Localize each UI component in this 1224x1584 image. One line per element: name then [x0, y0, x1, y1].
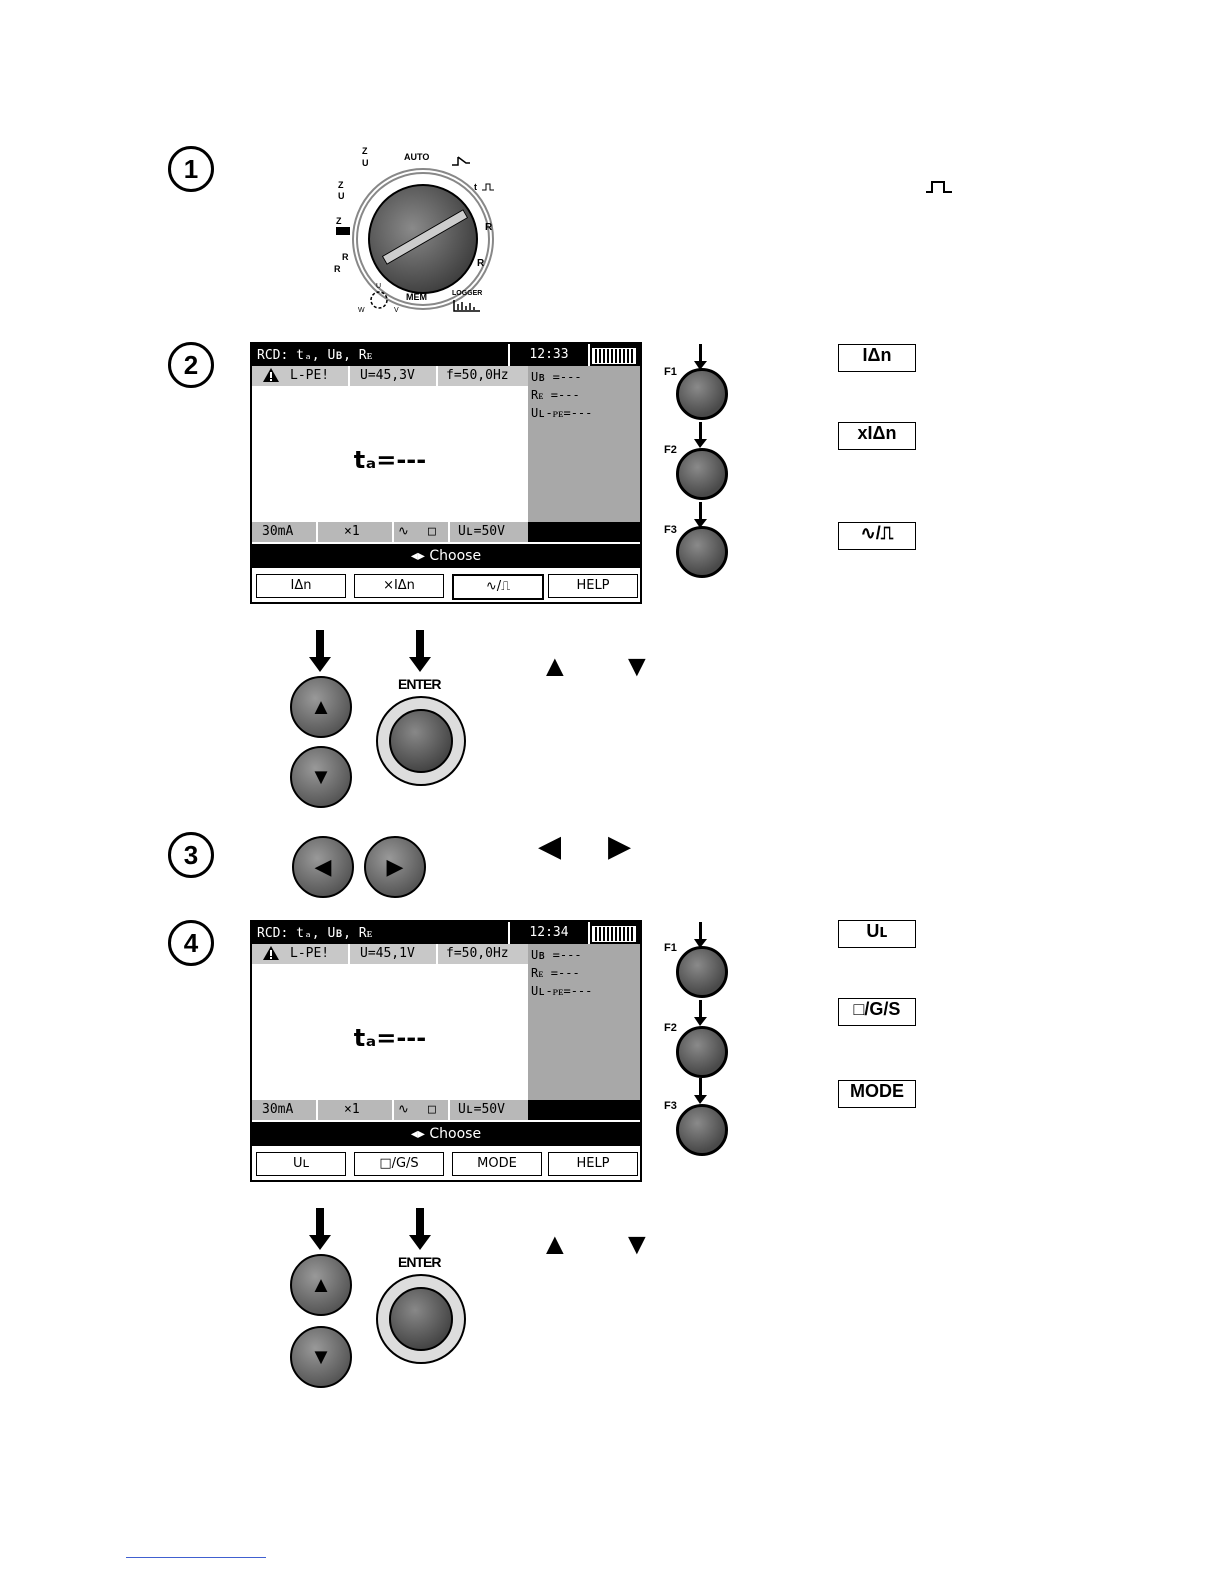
- lcd-result-re: Rᴇ =---: [531, 388, 580, 402]
- f1-button[interactable]: [676, 946, 728, 998]
- step-number-4: 4: [168, 920, 214, 966]
- right-triangle-icon: ▶: [608, 830, 632, 863]
- lcd-clock: 12:34: [508, 922, 590, 944]
- lcd-voltage: U=45,3V: [360, 368, 415, 383]
- phase-rotation-icon: [356, 280, 402, 320]
- down-triangle-icon: ▼: [622, 1228, 652, 1261]
- lcd-param-wave: ∿: [398, 524, 409, 539]
- zlpe-rcd-icon: [332, 214, 358, 238]
- enter-button[interactable]: [376, 696, 466, 786]
- f3-label: F3: [664, 1100, 677, 1112]
- arrow-down-icon: [316, 1208, 324, 1236]
- arrow-down-icon: [316, 630, 324, 658]
- svg-text:R: R: [334, 264, 341, 274]
- lcd-voltage: U=45,1V: [360, 946, 415, 961]
- step-number-2: 2: [168, 342, 214, 388]
- riso-icon: [476, 254, 498, 270]
- arrow-down-icon: [699, 422, 702, 440]
- lcd-result-ub: Uʙ =---: [531, 370, 582, 384]
- lcd-side-results: [528, 944, 640, 1100]
- lcd-param-current: 30mA: [262, 524, 294, 539]
- lcd-main-area: [252, 386, 528, 522]
- label-rcd-type: □/G/S: [838, 998, 916, 1026]
- svg-text:Z: Z: [336, 216, 342, 226]
- rotary-label-logger: LOGGER: [452, 290, 483, 297]
- step-number-3: 3: [168, 832, 214, 878]
- lcd-param-bar: [252, 1100, 528, 1120]
- lcd-fkey-1: Uʟ: [256, 1152, 346, 1176]
- lcd-fkey-2: ×IΔn: [354, 574, 444, 598]
- down-button[interactable]: ▼: [290, 746, 352, 808]
- label-ul: Uʟ: [838, 920, 916, 948]
- f2-button[interactable]: [676, 1026, 728, 1078]
- rcd-ta-icon: [472, 178, 498, 194]
- lcd-fkey-4: HELP: [548, 574, 638, 598]
- svg-text:Z: Z: [338, 180, 344, 190]
- square-wave-icon: [924, 178, 954, 196]
- label-x-idn: xIΔn: [838, 422, 916, 450]
- f3-label: F3: [664, 524, 677, 536]
- lcd-main-area: [252, 964, 528, 1100]
- lcd-fkey-3: ∿/⎍: [452, 574, 544, 600]
- lcd-function-labels: [252, 1148, 640, 1180]
- lcd-hint: ◂▸ Choose: [252, 544, 640, 568]
- rx-icon: [484, 218, 498, 234]
- f2-button[interactable]: [676, 448, 728, 500]
- lcd-status-bar: [252, 366, 528, 386]
- battery-icon: [592, 348, 636, 364]
- left-button[interactable]: ◀: [292, 836, 354, 898]
- rcd-trip-icon: [450, 154, 474, 166]
- svg-text:W: W: [358, 307, 365, 314]
- lcd-frequency: f=50,0Hz: [446, 368, 509, 383]
- lcd-param-type: □: [428, 1102, 436, 1117]
- step-number-1: 1: [168, 146, 214, 192]
- lcd-main-value: tₐ=---: [353, 446, 427, 474]
- lcd-param-ul: Uʟ=50V: [458, 1102, 505, 1117]
- f1-label: F1: [664, 366, 677, 378]
- re-icon: [334, 250, 368, 274]
- arrow-down-icon: [699, 502, 702, 520]
- lcd-param-ul: Uʟ=50V: [458, 524, 505, 539]
- rotary-label-auto: AUTO: [404, 152, 430, 162]
- f2-label: F2: [664, 1022, 677, 1034]
- lcd-title-bar: [252, 922, 640, 944]
- up-triangle-icon: ▲: [540, 650, 570, 683]
- lcd-title: RCD: tₐ, Uʙ, Rᴇ: [257, 926, 373, 941]
- lcd-result-ulpe: Uʟ-ᴘᴇ=---: [531, 984, 593, 998]
- lcd-result-ub: Uʙ =---: [531, 948, 582, 962]
- lcd-title-bar: [252, 344, 640, 366]
- logger-bars-icon: [452, 298, 482, 312]
- lcd-param-bar: [252, 522, 528, 542]
- lcd-fkey-4: HELP: [548, 1152, 638, 1176]
- f1-button[interactable]: [676, 368, 728, 420]
- lcd-fkey-1: IΔn: [256, 574, 346, 598]
- lcd-side-results: [528, 366, 640, 522]
- arrow-down-icon: [699, 344, 702, 362]
- lcd-param-type: □: [428, 524, 436, 539]
- lcd-param-multiplier: ×1: [344, 1102, 360, 1117]
- zlpe-icon: [334, 178, 360, 202]
- svg-text:V: V: [394, 307, 399, 314]
- rotary-label-mem: MEM: [406, 292, 427, 302]
- lcd-function-labels: [252, 570, 640, 602]
- arrow-down-icon: [699, 1078, 702, 1096]
- battery-icon: [592, 926, 636, 942]
- lcd-title: RCD: tₐ, Uʙ, Rᴇ: [257, 348, 373, 363]
- zs-loop-icon: [362, 144, 390, 170]
- lcd-warning-text: L-PE!: [290, 946, 330, 961]
- arrow-down-icon: [416, 1208, 424, 1236]
- lcd-param-multiplier: ×1: [344, 524, 360, 539]
- label-wave-shape: ∿/⎍: [838, 522, 916, 550]
- lcd-param-current: 30mA: [262, 1102, 294, 1117]
- arrow-down-icon: [416, 630, 424, 658]
- f3-button[interactable]: [676, 1104, 728, 1156]
- up-button[interactable]: ▲: [290, 676, 352, 738]
- lcd-fkey-3: MODE: [452, 1152, 542, 1176]
- up-button[interactable]: ▲: [290, 1254, 352, 1316]
- warning-icon: [262, 945, 280, 965]
- svg-text:U: U: [338, 191, 345, 201]
- lcd-result-ulpe: Uʟ-ᴘᴇ=---: [531, 406, 593, 420]
- arrow-down-icon: [699, 922, 702, 940]
- f2-label: F2: [664, 444, 677, 456]
- svg-text:R: R: [477, 258, 485, 269]
- warning-icon: [262, 367, 280, 387]
- lcd-warning-text: L-PE!: [290, 368, 330, 383]
- left-triangle-icon: ◀: [538, 830, 562, 863]
- lcd-main-value: tₐ=---: [353, 1024, 427, 1052]
- right-button[interactable]: ▶: [364, 836, 426, 898]
- lcd-hint: ◂▸ Choose: [252, 1122, 640, 1146]
- lcd-status-bar: [252, 944, 528, 964]
- arrow-down-icon: [699, 1000, 702, 1018]
- f3-button[interactable]: [676, 526, 728, 578]
- footnote-rule: [126, 1557, 266, 1558]
- svg-text:t: t: [474, 182, 477, 192]
- label-mode: MODE: [838, 1080, 916, 1108]
- lcd-clock: 12:33: [508, 344, 590, 366]
- f1-label: F1: [664, 942, 677, 954]
- svg-text:R: R: [342, 252, 349, 262]
- svg-text:R: R: [485, 222, 493, 233]
- enter-button[interactable]: [376, 1274, 466, 1364]
- lcd-screen-step2: [250, 342, 642, 604]
- svg-text:U: U: [376, 283, 382, 290]
- lcd-fkey-2: □/G/S: [354, 1152, 444, 1176]
- down-triangle-icon: ▼: [622, 650, 652, 683]
- enter-label: ENTER: [398, 1254, 441, 1270]
- down-button[interactable]: ▼: [290, 1326, 352, 1388]
- svg-text:Z: Z: [362, 146, 368, 156]
- enter-label: ENTER: [398, 676, 441, 692]
- lcd-result-re: Rᴇ =---: [531, 966, 580, 980]
- up-triangle-icon: ▲: [540, 1228, 570, 1261]
- svg-text:U: U: [362, 158, 369, 168]
- lcd-screen-step4: [250, 920, 642, 1182]
- lcd-param-wave: ∿: [398, 1102, 409, 1117]
- label-idn: IΔn: [838, 344, 916, 372]
- lcd-frequency: f=50,0Hz: [446, 946, 509, 961]
